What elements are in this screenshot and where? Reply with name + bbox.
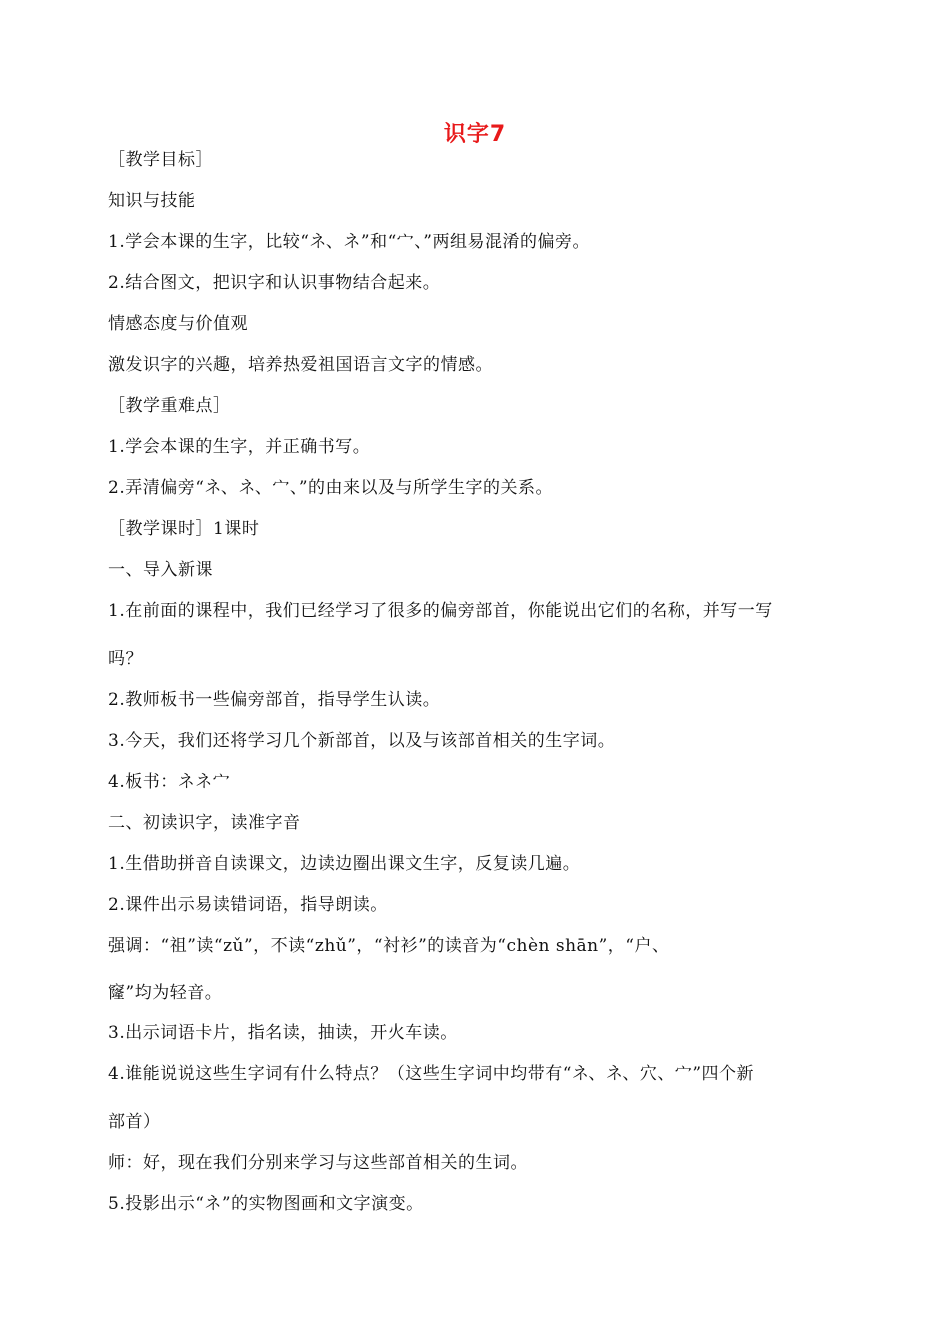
paragraph-line: 2.课件出示易读错词语，指导朗读。 [108, 895, 388, 915]
paragraph-line: 1.学会本课的生字，并正确书写。 [108, 437, 371, 457]
paragraph-line: 1.学会本课的生字，比较“ネ、ネ”和“宀、”两组易混淆的偏旁。 [108, 232, 590, 252]
section-heading-class-hours: ［教学课时］1课时 [108, 519, 260, 539]
paragraph-line: 5.投影出示“ネ”的实物图画和文字演变。 [108, 1194, 424, 1214]
paragraph-line: 激发识字的兴趣，培养热爱祖国语言文字的情感。 [108, 355, 493, 375]
paragraph-line: 4.板书：ネネ宀 [108, 772, 231, 792]
document-title: 识字7 [443, 122, 507, 147]
paragraph-line: 2.弄清偏旁“ネ、ネ、宀、”的由来以及与所学生字的关系。 [108, 478, 554, 498]
paragraph-line: 吗？ [108, 649, 143, 669]
section-heading-intro: 一、导入新课 [108, 560, 213, 580]
paragraph-line: 4.谁能说说这些生字词有什么特点？（这些生字词中均带有“ネ、ネ、穴、宀”四个新 [108, 1064, 755, 1084]
paragraph-line: 窿”均为轻音。 [108, 983, 223, 1003]
paragraph-line: 3.出示词语卡片，指名读，抽读，开火车读。 [108, 1023, 458, 1043]
paragraph-line: 强调：“祖”读“zǔ”，不读“zhǔ”，“衬衫”的读音为“chèn shān”，“户、 [108, 936, 670, 956]
subheading-emotion-values: 情感态度与价值观 [108, 314, 248, 334]
paragraph-line: 师：好，现在我们分别来学习与这些部首相关的生词。 [108, 1153, 528, 1173]
section-heading-objectives: ［教学目标］ [108, 150, 213, 170]
paragraph-line: 3.今天，我们还将学习几个新部首，以及与该部首相关的生字词。 [108, 731, 616, 751]
section-heading-first-reading: 二、初读识字，读准字音 [108, 813, 301, 833]
section-heading-key-points: ［教学重难点］ [108, 396, 231, 416]
paragraph-line: 2.教师板书一些偏旁部首，指导学生认读。 [108, 690, 441, 710]
paragraph-line: 1.在前面的课程中，我们已经学习了很多的偏旁部首，你能说出它们的名称，并写一写 [108, 601, 773, 621]
subheading-knowledge-skills: 知识与技能 [108, 191, 196, 211]
paragraph-line: 2.结合图文，把识字和认识事物结合起来。 [108, 273, 441, 293]
paragraph-line: 1.生借助拼音自读课文，边读边圈出课文生字，反复读几遍。 [108, 854, 581, 874]
paragraph-line: 部首） [108, 1112, 161, 1132]
